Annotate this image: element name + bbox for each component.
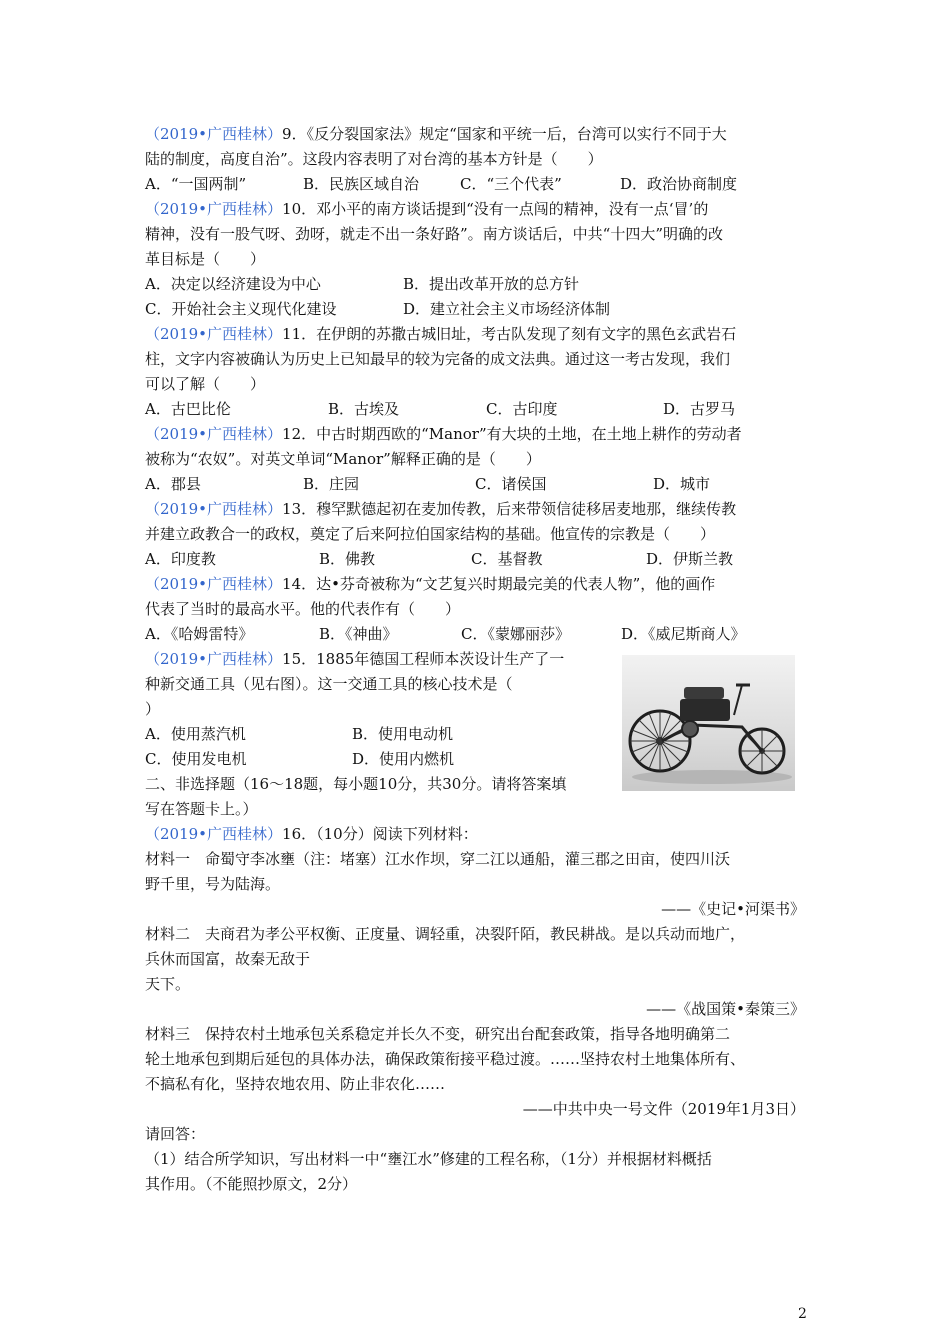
source-tag: （2019•广西桂林） <box>145 325 283 343</box>
q13-line1: （2019•广西桂林）13．穆罕默德起初在麦加传教，后来带领信徒移居麦地那，继续传教 <box>145 500 737 518</box>
q13-option-c: C．基督教 <box>471 550 543 568</box>
material1-line1: 材料一 命蜀守李冰壅（注：堵塞）江水作坝，穿二江以通船，灌三郡之田亩，使四川沃 <box>145 850 731 868</box>
q11-option-c: C．古印度 <box>486 400 558 418</box>
material3-source: ——中共中央一号文件（2019年1月3日） <box>522 1100 805 1118</box>
q15-line1: （2019•广西桂林）15．1885年德国工程师本茨设计生产了一 <box>145 650 565 668</box>
q14-option-b: B．《神曲》 <box>319 625 398 643</box>
q13-option-d: D．伊斯兰教 <box>646 550 734 568</box>
q10-option-b: B．提出改革开放的总方针 <box>403 275 580 293</box>
q15-line3: ） <box>145 700 161 718</box>
section2-line2: 写在答题卡上。） <box>145 800 258 818</box>
q13-line2: 并建立政教合一的政权，奠定了后来阿拉伯国家结构的基础。他宣传的宗教是（ ） <box>145 525 716 543</box>
subquestion1-line1: （1）结合所学知识，写出材料一中“壅江水”修建的工程名称，（1分）并根据材料概括 <box>145 1150 712 1168</box>
source-tag: （2019•广西桂林） <box>145 575 283 593</box>
source-tag: （2019•广西桂林） <box>145 650 283 668</box>
q12-option-b: B．庄园 <box>303 475 360 493</box>
steering-column-shape <box>734 685 742 715</box>
section2-line1: 二、非选择题（16～18题，每小题10分，共30分。请将答案填 <box>145 775 567 793</box>
q11-line3: 可以了解（ ） <box>145 375 266 393</box>
q14-option-a: A．《哈姆雷特》 <box>145 625 254 643</box>
q9-option-c: C．“三个代表” <box>460 175 562 193</box>
q9-option-d: D．政治协商制度 <box>620 175 738 193</box>
q15-option-b: B．使用电动机 <box>352 725 454 743</box>
q12-line1: （2019•广西桂林）12．中古时期西欧的“Manor”有大块的土地，在土地上耕作的劳动者 <box>145 425 742 443</box>
material2-line3: 天下。 <box>145 975 191 993</box>
q9-option-a: A．“一国两制” <box>145 175 247 193</box>
q15-option-c: C．使用发电机 <box>145 750 247 768</box>
q11-line1: （2019•广西桂林）11．在伊朗的苏撒古城旧址，考古队发现了刻有文字的黑色玄武岩石 <box>145 325 737 343</box>
material3-line2: 轮土地承包到期后延包的具体办法，确保政策衔接平稳过渡。……坚持农村土地集体所有、 <box>145 1050 746 1068</box>
q10-option-d: D．建立社会主义市场经济体制 <box>403 300 611 318</box>
q11-option-a: A．古巴比伦 <box>145 400 231 418</box>
q12-option-c: C．诸侯国 <box>475 475 547 493</box>
material3-line3: 不搞私有化，坚持农地农用、防止非农化…… <box>145 1075 446 1093</box>
material2-source: ——《战国策•秦策三》 <box>646 1000 805 1018</box>
source-tag: （2019•广西桂林） <box>145 425 283 443</box>
q11-option-b: B．古埃及 <box>328 400 400 418</box>
q10-option-c: C．开始社会主义现代化建设 <box>145 300 337 318</box>
q12-option-a: A．郡县 <box>145 475 201 493</box>
q10-line2: 精神，没有一股气呀、劲呀，就走不出一条好路”。南方谈话后，中共“十四大”明确的改 <box>145 225 724 243</box>
frame-shape <box>662 725 762 751</box>
material1-source: ——《史记•河渠书》 <box>661 900 805 918</box>
q14-line2: 代表了当时的最高水平。他的代表作有（ ） <box>145 600 461 618</box>
material2-line1: 材料二 夫商君为孝公平权衡、正度量、调轻重，决裂阡陌，教民耕战。是以兵动而地广， <box>145 925 746 943</box>
q9-line2: 陆的制度，高度自治”。这段内容表明了对台湾的基本方针是（ ） <box>145 150 603 168</box>
q9-option-b: B．民族区域自治 <box>303 175 420 193</box>
benz-motorwagen-photo <box>622 655 795 791</box>
q15-option-d: D．使用内燃机 <box>352 750 455 768</box>
q13-option-b: B．佛教 <box>319 550 376 568</box>
answer-prompt: 请回答： <box>145 1125 206 1143</box>
q10-line1: （2019•广西桂林）10．邓小平的南方谈话提到“没有一点闯的精神，没有一点‘冒’的 <box>145 200 709 218</box>
q15-option-a: A．使用蒸汽机 <box>145 725 246 743</box>
q14-option-c: C．《蒙娜丽莎》 <box>461 625 570 643</box>
subquestion1-line2: 其作用。（不能照抄原文，2分） <box>145 1175 358 1193</box>
backrest-shape <box>684 687 724 699</box>
material3-line1: 材料三 保持农村土地承包关系稳定并长久不变，研究出台配套政策，指导各地明确第二 <box>145 1025 731 1043</box>
q10-line3: 革目标是（ ） <box>145 250 266 268</box>
q12-line2: 被称为“农奴”。对英文单词“Manor”解释正确的是（ ） <box>145 450 541 468</box>
source-tag: （2019•广西桂林） <box>145 500 283 518</box>
q16-line1: （2019•广西桂林）16．（10分）阅读下列材料： <box>145 825 478 843</box>
page-number: 2 <box>798 1306 807 1322</box>
q14-line1: （2019•广西桂林）14．达•芬奇被称为“文艺复兴时期最完美的代表人物”，他的画作 <box>145 575 716 593</box>
material2-line2: 兵休而国富，故秦无敌于 <box>145 950 311 968</box>
q13-option-a: A．印度教 <box>145 550 216 568</box>
q9-line1: （2019•广西桂林）9．《反分裂国家法》规定“国家和平统一后，台湾可以实行不同于大 <box>145 125 727 143</box>
q12-option-d: D．城市 <box>653 475 711 493</box>
source-tag: （2019•广西桂林） <box>145 825 283 843</box>
q15-line2: 种新交通工具（见右图）。这一交通工具的核心技术是（ <box>145 675 513 693</box>
q14-option-d: D．《威尼斯商人》 <box>621 625 746 643</box>
engine-flywheel-shape <box>682 721 698 737</box>
q11-line2: 柱，文字内容被确认为历史上已知最早的较为完备的成文法典。通过这一考古发现，我们 <box>145 350 731 368</box>
source-tag: （2019•广西桂林） <box>145 125 283 143</box>
source-tag: （2019•广西桂林） <box>145 200 283 218</box>
q11-option-d: D．古罗马 <box>663 400 736 418</box>
seat-shape <box>680 699 730 721</box>
q10-option-a: A．决定以经济建设为中心 <box>145 275 321 293</box>
material1-line2: 野千里，号为陆海。 <box>145 875 281 893</box>
motorwagen-illustration <box>622 655 795 791</box>
